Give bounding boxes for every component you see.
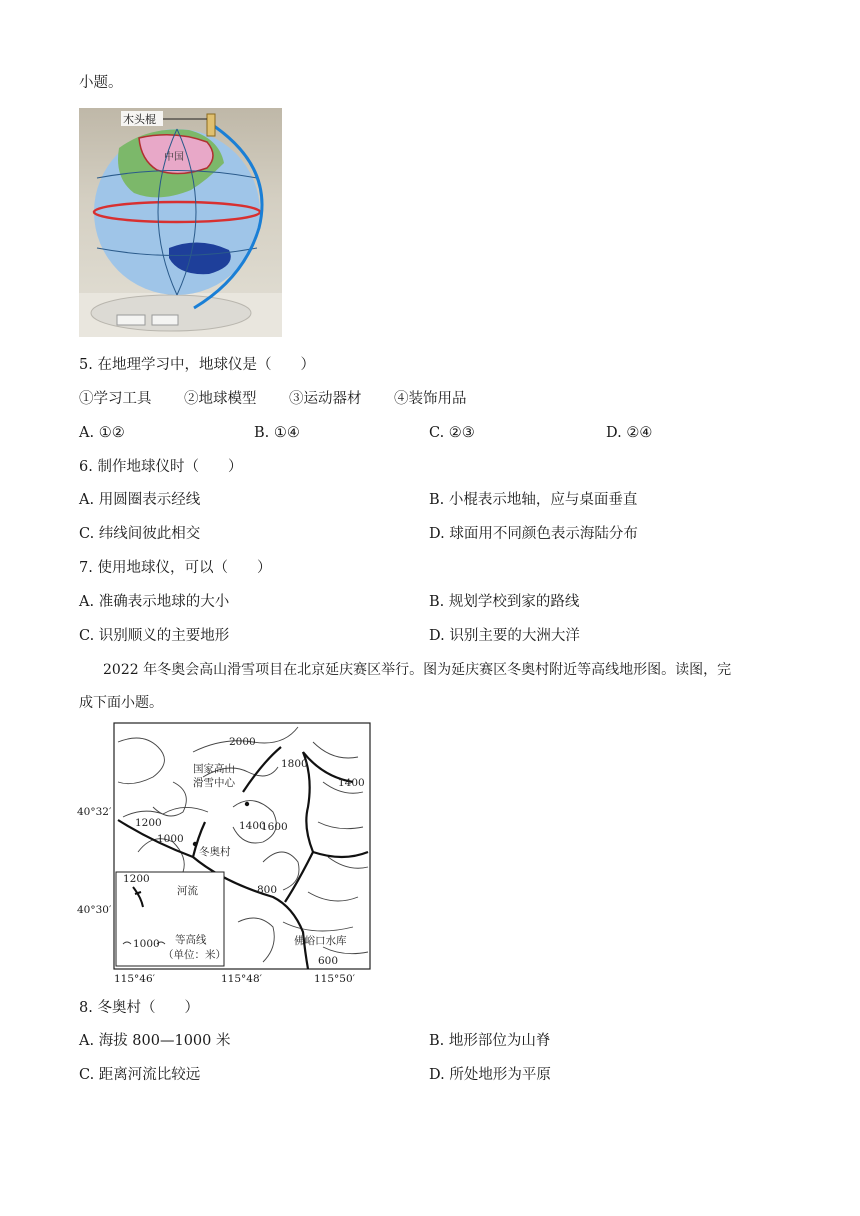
china-label: 中国 — [164, 152, 184, 163]
ski-center-label-1: 国家高山 — [193, 763, 235, 775]
contour-label-1200-top: 1200 — [135, 817, 162, 829]
q7-stem: 7. 使用地球仪，可以（ ） — [79, 560, 272, 576]
contour-map — [113, 722, 371, 970]
q6-option-c: C. 纬线间彼此相交 — [79, 526, 201, 542]
legend-unit-label: （单位：米） — [163, 949, 226, 961]
contour-label-1600: 1600 — [261, 821, 288, 833]
q7-option-b: B. 规划学校到家的路线 — [429, 594, 580, 610]
q5-item-2: ②地球模型 — [184, 391, 257, 407]
intro-tail: 小题。 — [79, 75, 123, 91]
legend-contour-value: 1000 — [133, 938, 160, 950]
q6-option-b: B. 小棍表示地轴，应与桌面垂直 — [429, 492, 638, 508]
legend-river-label: 河流 — [177, 885, 198, 897]
passage-line-2: 成下面小题。 — [79, 695, 163, 711]
reservoir-label: 佛峪口水库 — [294, 935, 347, 947]
q5-item-4: ④装饰用品 — [394, 391, 467, 407]
contour-label-1400-left: 1400 — [239, 820, 266, 832]
q5-option-a: A. ①② — [79, 425, 125, 441]
contour-label-1200-left: 1200 — [123, 873, 150, 885]
legend-contour-label: 等高线 — [175, 934, 207, 946]
q8-option-c: C. 距离河流比较远 — [79, 1067, 201, 1083]
passage-line-1: 2022 年冬奥会高山滑雪项目在北京延庆赛区举行。图为延庆赛区冬奥村附近等高线地形图。读图，完 — [103, 662, 732, 678]
contour-label-600: 600 — [318, 955, 339, 967]
q7-option-a: A. 准确表示地球的大小 — [79, 594, 230, 610]
lon-label-1: 115°46′ — [114, 973, 156, 985]
lon-label-3: 115°50′ — [314, 973, 356, 985]
contour-label-1000: 1000 — [157, 833, 184, 845]
q7-option-d: D. 识别主要的大洲大洋 — [429, 628, 580, 644]
contour-label-1800: 1800 — [281, 758, 308, 770]
globe-photo — [79, 108, 282, 337]
contour-label-2000: 2000 — [229, 736, 256, 748]
q8-option-b: B. 地形部位为山脊 — [429, 1033, 551, 1049]
q5-option-b: B. ①④ — [254, 425, 300, 441]
q6-option-a: A. 用圆圈表示经线 — [79, 492, 201, 508]
stick-label: 木头棍 — [123, 113, 156, 126]
lat-label-1: 40°32′ — [77, 806, 112, 818]
q6-option-d: D. 球面用不同颜色表示海陆分布 — [429, 526, 638, 542]
q5-item-3: ③运动器材 — [289, 391, 362, 407]
contour-label-1400-right: 1400 — [338, 777, 365, 789]
q5-option-c: C. ②③ — [429, 425, 475, 441]
lon-label-2: 115°48′ — [221, 973, 263, 985]
ski-center-label-2: 滑雪中心 — [193, 777, 235, 789]
q8-stem: 8. 冬奥村（ ） — [79, 1000, 199, 1016]
contour-label-800: 800 — [257, 884, 278, 896]
q8-option-a: A. 海拔 800—1000 米 — [79, 1033, 231, 1049]
q5-stem: 5. 在地理学习中，地球仪是（ ） — [79, 357, 315, 373]
olympic-village-label: 冬奥村 — [199, 846, 231, 858]
lat-label-2: 40°30′ — [77, 904, 112, 916]
q8-option-d: D. 所处地形为平原 — [429, 1067, 551, 1083]
q7-option-c: C. 识别顺义的主要地形 — [79, 628, 230, 644]
q6-stem: 6. 制作地球仪时（ ） — [79, 459, 243, 475]
q5-option-d: D. ②④ — [606, 425, 653, 441]
q5-item-1: ①学习工具 — [79, 391, 152, 407]
